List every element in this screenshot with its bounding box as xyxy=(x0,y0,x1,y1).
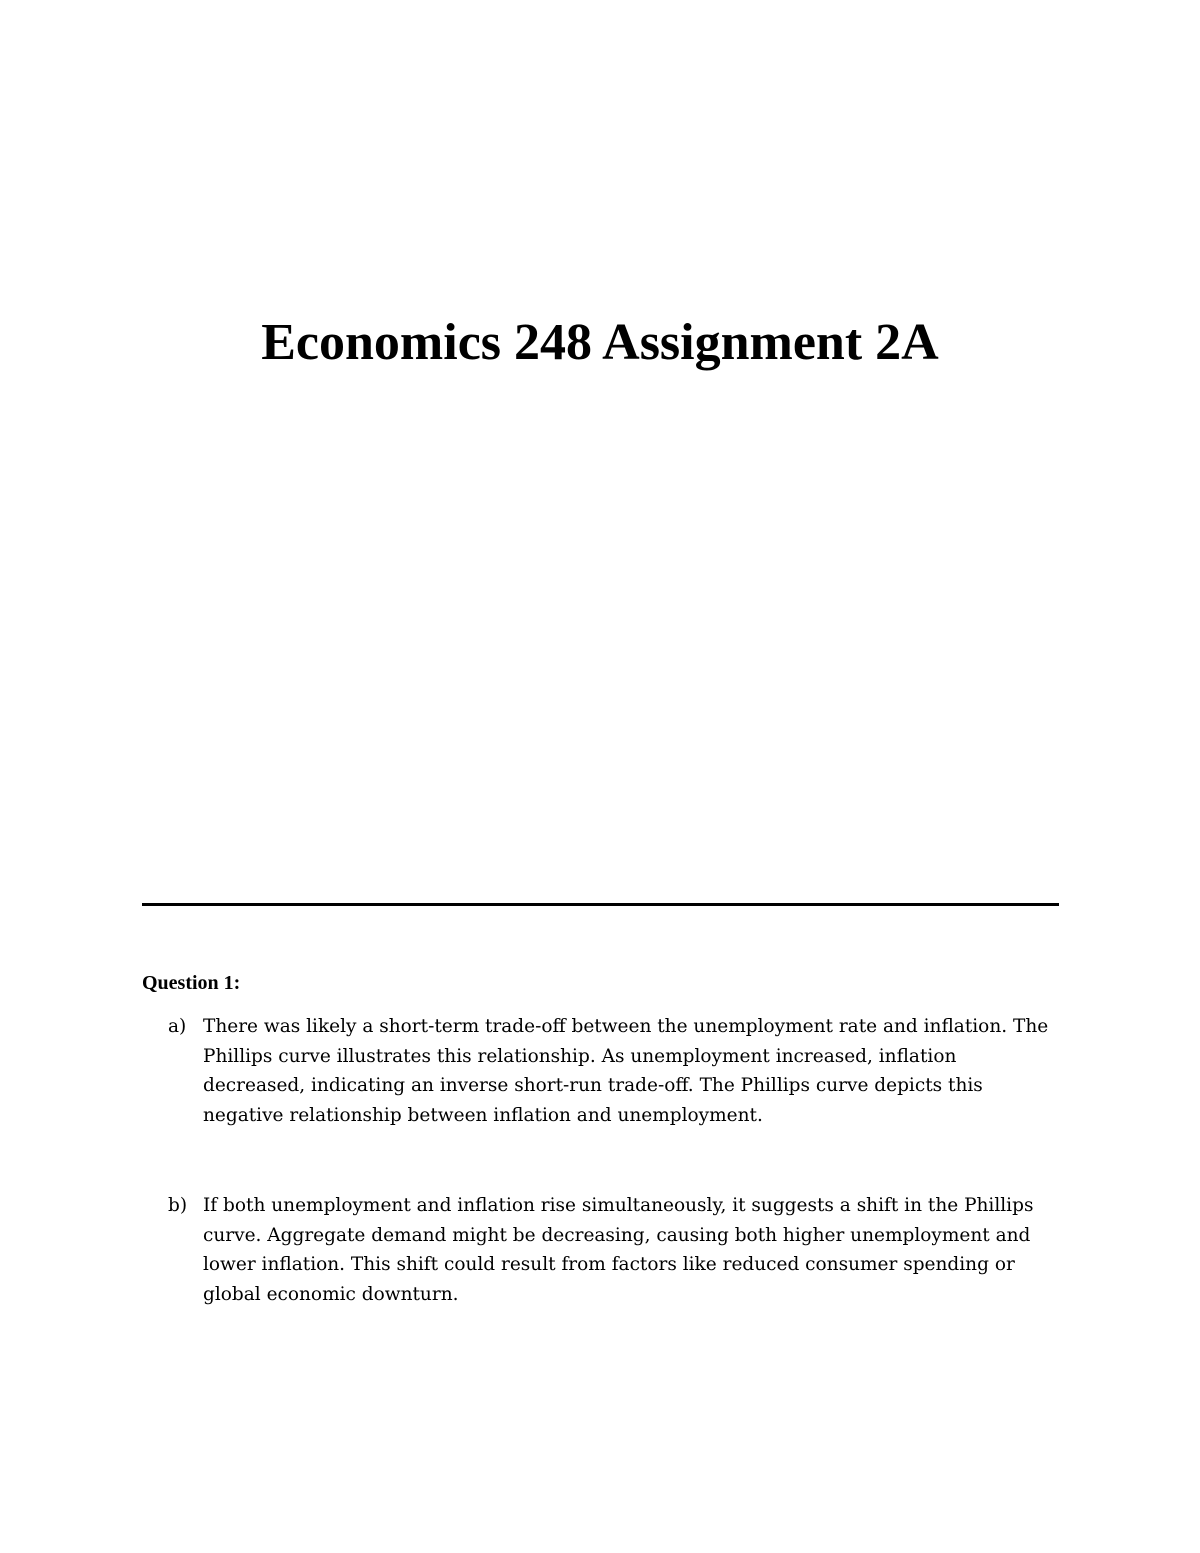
answer-a-text: There was likely a short-term trade-off between the unemployment rate and inflation. The Phillips curve illustrates this relationship. As unemployment increased, inflation decreased, indicating an inverse short-run trade-off. The Phillips curve depicts this negative relationship between inflation and unemployment. xyxy=(203,1016,1049,1126)
answer-b-text: If both unemployment and inflation rise simultaneously, it suggests a shift in the Phillips curve. Aggregate demand might be decreasing, causing both higher unemployment and lower inflation. This shift could result from factors like reduced consumer spending or global economic downturn. xyxy=(203,1195,1034,1305)
answer-a-marker: a) xyxy=(168,1016,187,1037)
document-title: Economics 248 Assignment 2A xyxy=(261,314,939,371)
horizontal-divider xyxy=(142,903,1059,906)
answer-b-marker: b) xyxy=(168,1195,188,1216)
answer-a xyxy=(160,1012,1060,1130)
question-1-heading: Question 1: xyxy=(142,972,241,994)
answer-b xyxy=(160,1191,1060,1309)
